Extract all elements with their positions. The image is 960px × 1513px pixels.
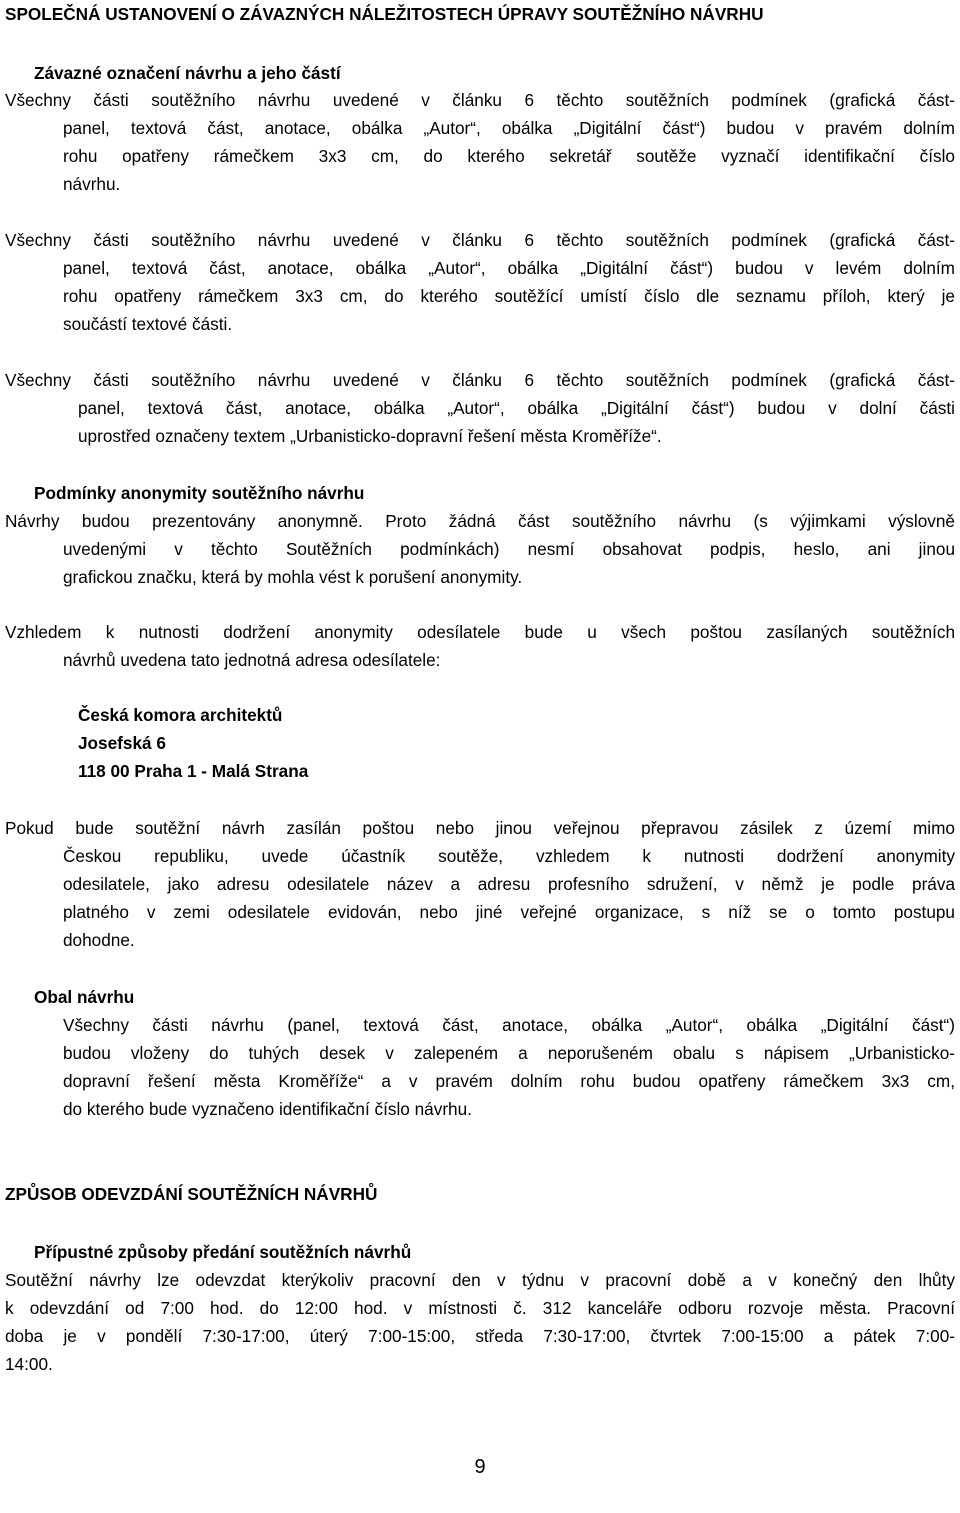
paragraph-line: Všechny části návrhu (panel, textová část, anotace, obálka „Autor“, obálka „Digitální část“) — [63, 1015, 955, 1035]
subheading-cover: Obal návrhu — [34, 987, 135, 1007]
paragraph-line: Všechny části soutěžního návrhu uvedené v článku 6 těchto soutěžních podmínek (grafická část- — [5, 230, 955, 250]
paragraph-line: Soutěžní návrhy lze odevzdat kterýkoliv pracovní den v týdnu v pracovní době a v konečný den lhůty — [5, 1270, 955, 1290]
paragraph-line: dohodne. — [63, 930, 135, 950]
paragraph-line: návrhu. — [63, 174, 121, 194]
subheading-designation: Závazné označení návrhu a jeho částí — [34, 63, 341, 83]
address-line: Česká komora architektů — [78, 705, 283, 725]
paragraph-line: do kterého bude vyznačeno identifikační číslo návrhu. — [63, 1099, 472, 1119]
paragraph-line: návrhů uvedena tato jednotná adresa odesílatele: — [63, 650, 441, 670]
paragraph-line: panel, textová část, anotace, obálka „Autor“, obálka „Digitální část“) budou v pravém dolním — [63, 118, 955, 138]
paragraph-line: uvedenými v těchto Soutěžních podmínkách) nesmí obsahovat podpis, heslo, ani jinou — [63, 539, 955, 559]
paragraph-line: panel, textová část, anotace, obálka „Autor“, obálka „Digitální část“) budou v dolní části — [78, 398, 955, 418]
subheading-methods: Přípustné způsoby předání soutěžních návrhů — [34, 1242, 412, 1262]
paragraph-line: uprostřed označeny textem „Urbanisticko-dopravní řešení města Kroměříže“. — [78, 426, 662, 446]
paragraph-line: grafickou značku, která by mohla vést k porušení anonymity. — [63, 567, 523, 587]
paragraph-line: Vzhledem k nutnosti dodržení anonymity odesílatele bude u všech poštou zasílaných soutěžních — [5, 622, 955, 642]
paragraph-line: dopravní řešení města Kroměříže“ a v pravém dolním rohu budou opatřeny rámečkem 3x3 cm, — [63, 1071, 955, 1091]
paragraph-line: Všechny části soutěžního návrhu uvedené v článku 6 těchto soutěžních podmínek (grafická část- — [5, 370, 955, 390]
paragraph-line: Pokud bude soutěžní návrh zasílán poštou nebo jinou veřejnou přepravou zásilek z území mimo — [5, 818, 955, 838]
paragraph-line: odesilatele, jako adresu odesilatele název a adresu profesního sdružení, v němž je podle práva — [63, 874, 955, 894]
paragraph-line: k odevzdání od 7:00 hod. do 12:00 hod. v místnosti č. 312 kanceláře odboru rozvoje města. Pracovní — [5, 1298, 955, 1318]
address-line: 118 00 Praha 1 - Malá Strana — [78, 761, 309, 781]
paragraph-line: budou vloženy do tuhých desek v zalepeném a neporušeném obalu s nápisem „Urbanisticko- — [63, 1043, 955, 1063]
paragraph-line: rohu opatřeny rámečkem 3x3 cm, do kterého sekretář soutěže vyznačí identifikační číslo — [63, 146, 955, 166]
paragraph-line: Všechny části soutěžního návrhu uvedené v článku 6 těchto soutěžních podmínek (grafická část- — [5, 90, 955, 110]
address-line: Josefská 6 — [78, 733, 166, 753]
section-heading: ZPŮSOB ODEVZDÁNÍ SOUTĚŽNÍCH NÁVRHŮ — [5, 1184, 378, 1204]
paragraph-line: Návrhy budou prezentovány anonymně. Proto žádná část soutěžního návrhu (s výjimkami výslovně — [5, 511, 955, 531]
paragraph-line: součástí textové části. — [63, 314, 233, 334]
page-number: 9 — [474, 1456, 486, 1478]
paragraph-line: panel, textová část, anotace, obálka „Autor“, obálka „Digitální část“) budou v levém dolním — [63, 258, 955, 278]
paragraph-line: doba je v pondělí 7:30-17:00, úterý 7:00-15:00, středa 7:30-17:00, čtvrtek 7:00-15:00 a pátek 7:00- — [5, 1326, 955, 1346]
paragraph-line: platného v zemi odesilatele evidován, nebo jiné veřejné organizace, s níž se o tomto postupu — [63, 902, 955, 922]
paragraph-line: rohu opatřeny rámečkem 3x3 cm, do kterého soutěžící umístí číslo dle seznamu příloh, který je — [63, 286, 955, 306]
paragraph-line: Českou republiku, uvede účastník soutěže, vzhledem k nutnosti dodržení anonymity — [63, 846, 955, 866]
paragraph-line: 14:00. — [5, 1354, 53, 1374]
section-heading: SPOLEČNÁ USTANOVENÍ O ZÁVAZNÝCH NÁLEŽITOSTECH ÚPRAVY SOUTĚŽNÍHO NÁVRHU — [5, 4, 764, 24]
subheading-anonymity: Podmínky anonymity soutěžního návrhu — [34, 483, 365, 503]
